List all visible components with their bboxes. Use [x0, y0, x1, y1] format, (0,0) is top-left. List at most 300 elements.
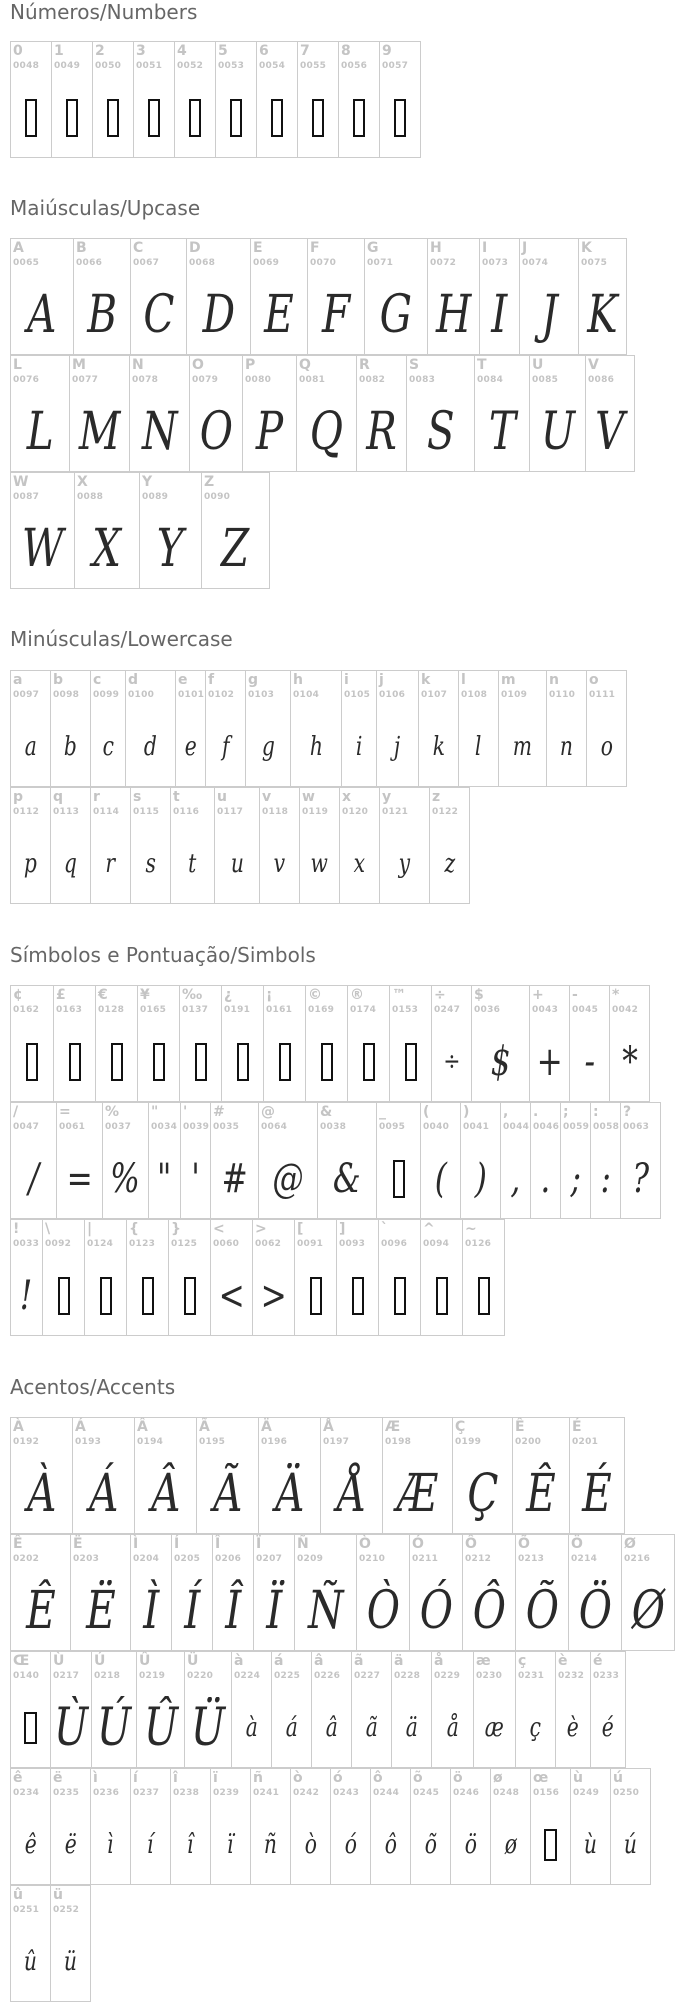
- glyph-sample: æ: [484, 1712, 505, 1743]
- glyph-character-label: ': [183, 1104, 188, 1120]
- glyph-code-label: 0233: [593, 1671, 620, 1681]
- glyph-sample: P: [255, 401, 284, 462]
- glyph-preview: [430, 824, 469, 903]
- glyph-preview: [51, 1688, 91, 1767]
- glyph-cell: [555, 1651, 591, 1768]
- glyph-code-label: 0054: [259, 61, 286, 71]
- glyph-preview: [51, 824, 90, 903]
- glyph-preview: [337, 1256, 378, 1335]
- glyph-character-label: Å: [323, 1419, 334, 1435]
- glyph-code-label: 0044: [503, 1122, 530, 1132]
- glyph-character-label: V: [588, 357, 599, 373]
- glyph-preview: [516, 1571, 568, 1650]
- glyph-sample: À: [26, 1463, 57, 1524]
- glyph-cell: [245, 670, 291, 787]
- glyph-character-label: h: [293, 672, 303, 688]
- glyph-preview: [11, 1688, 50, 1767]
- glyph-code-label: 0080: [245, 375, 272, 385]
- glyph-code-label: 0092: [45, 1239, 72, 1249]
- glyph-preview: [474, 1688, 515, 1767]
- glyph-character-label: Ã: [199, 1419, 210, 1435]
- glyph-sample: v: [273, 848, 286, 879]
- glyph-preview: [202, 509, 269, 588]
- glyph-character-label: #: [213, 1104, 225, 1120]
- glyph-cell: [136, 1651, 185, 1768]
- glyph-sample: ": [157, 1155, 172, 1202]
- glyph-sample: d: [144, 731, 157, 762]
- glyph-character-label: y: [382, 789, 392, 805]
- glyph-cell: [515, 1651, 556, 1768]
- glyph-row: [10, 1885, 90, 2002]
- glyph-sample: Ê: [526, 1463, 556, 1524]
- glyph-character-label: ò: [293, 1770, 303, 1786]
- glyph-character-label: ë: [53, 1770, 63, 1786]
- missing-glyph-box-icon: [111, 1043, 123, 1081]
- glyph-code-label: 0228: [394, 1671, 421, 1681]
- glyph-cell: [170, 787, 215, 904]
- glyph-cell: [379, 41, 421, 158]
- glyph-code-label: 0227: [354, 1671, 381, 1681]
- missing-glyph-box-icon: [230, 99, 242, 137]
- glyph-character-label: á: [274, 1653, 284, 1669]
- glyph-cell: [253, 1534, 295, 1651]
- glyph-character-label: X: [77, 474, 88, 490]
- glyph-code-label: 0249: [573, 1788, 600, 1798]
- glyph-character-label: 4: [177, 43, 187, 59]
- glyph-sample: Ã: [212, 1463, 243, 1524]
- glyph-cell: [336, 1219, 379, 1336]
- glyph-cell: [51, 41, 93, 158]
- glyph-character-label: z: [432, 789, 441, 805]
- glyph-row: [10, 1651, 625, 1768]
- glyph-cell: [382, 1417, 453, 1534]
- glyph-character-label: O: [192, 357, 204, 373]
- missing-glyph-box-icon: [394, 99, 406, 137]
- glyph-cell: [347, 985, 390, 1102]
- glyph-code-label: 0094: [423, 1239, 450, 1249]
- glyph-cell: [10, 1417, 73, 1534]
- glyph-cell: [458, 670, 499, 787]
- glyph-sample: H: [435, 284, 472, 345]
- glyph-code-label: 0220: [187, 1671, 214, 1681]
- glyph-cell: [50, 1768, 91, 1885]
- glyph-preview: [169, 1256, 210, 1335]
- glyph-code-label: 0202: [13, 1554, 40, 1564]
- glyph-preview: [451, 1805, 490, 1884]
- glyph-cell: [519, 238, 579, 355]
- glyph-character-label: ¥: [140, 987, 150, 1003]
- glyph-preview: [127, 1256, 168, 1335]
- glyph-character-label: `: [381, 1221, 388, 1237]
- glyph-cell: [512, 1417, 570, 1534]
- glyph-character-label: Ú: [94, 1653, 106, 1669]
- missing-glyph-box-icon: [189, 99, 201, 137]
- glyph-character-label: ö: [453, 1770, 463, 1786]
- glyph-code-label: 0212: [465, 1554, 492, 1564]
- glyph-preview: [253, 1256, 294, 1335]
- glyph-code-label: 0108: [461, 690, 488, 700]
- glyph-preview: [92, 1688, 136, 1767]
- glyph-code-label: 0122: [432, 807, 459, 817]
- glyph-character-label: ê: [13, 1770, 23, 1786]
- glyph-cell: [338, 41, 380, 158]
- glyph-preview: [134, 78, 174, 157]
- glyph-preview: [461, 1139, 500, 1218]
- glyph-sample: ': [191, 1155, 200, 1202]
- glyph-character-label: /: [13, 1104, 19, 1120]
- glyph-cell: [252, 1219, 295, 1336]
- glyph-code-label: 0201: [572, 1437, 599, 1447]
- glyph-sample: Á: [88, 1463, 119, 1524]
- glyph-row: [10, 238, 626, 355]
- glyph-sample: â: [325, 1712, 338, 1743]
- glyph-sample: j: [394, 731, 401, 762]
- glyph-preview: [11, 1922, 50, 2001]
- glyph-cell: [10, 472, 75, 589]
- glyph-character-label: à: [234, 1653, 244, 1669]
- glyph-character-label: f: [208, 672, 215, 688]
- glyph-preview: [357, 392, 406, 471]
- glyph-cell: [370, 1768, 411, 1885]
- glyph-code-label: 0109: [501, 690, 528, 700]
- glyph-cell: [129, 355, 190, 472]
- glyph-preview: [11, 1454, 72, 1533]
- glyph-character-label: v: [262, 789, 272, 805]
- glyph-preview: [149, 1139, 180, 1218]
- glyph-cell: [10, 1768, 51, 1885]
- glyph-cell: [490, 1768, 531, 1885]
- glyph-row: [10, 670, 626, 787]
- glyph-preview: [611, 1805, 650, 1884]
- glyph-preview: [308, 275, 364, 354]
- missing-glyph-box-icon: [394, 1277, 406, 1315]
- glyph-sample: Â: [150, 1463, 181, 1524]
- glyph-cell: [139, 472, 202, 589]
- glyph-character-label: n: [549, 672, 559, 688]
- glyph-character-label: Â: [137, 1419, 148, 1435]
- glyph-code-label: 0097: [13, 690, 40, 700]
- glyph-sample: Ñ: [307, 1580, 344, 1641]
- glyph-row: [10, 1102, 660, 1219]
- glyph-cell: [130, 1768, 171, 1885]
- glyph-cell: [590, 1651, 626, 1768]
- glyph-preview: [91, 707, 125, 786]
- section-title: Minúsculas/Lowercase: [10, 627, 233, 651]
- glyph-preview: [419, 707, 458, 786]
- glyph-code-label: 0095: [379, 1122, 406, 1132]
- glyph-preview: [246, 707, 290, 786]
- glyph-code-label: 0035: [213, 1122, 240, 1132]
- glyph-character-label: N: [132, 357, 144, 373]
- glyph-preview: [383, 1454, 452, 1533]
- glyph-code-label: 0121: [382, 807, 409, 817]
- glyph-character-label: P: [245, 357, 256, 373]
- glyph-preview: [215, 824, 259, 903]
- glyph-sample: -: [584, 1038, 595, 1085]
- glyph-preview: [11, 275, 73, 354]
- glyph-character-label: 9: [382, 43, 392, 59]
- glyph-code-label: 0039: [183, 1122, 210, 1132]
- missing-glyph-box-icon: [26, 1043, 38, 1081]
- glyph-code-label: 0124: [87, 1239, 114, 1249]
- glyph-code-label: 0043: [532, 1005, 559, 1015]
- glyph-cell: [259, 787, 300, 904]
- glyph-code-label: 0235: [53, 1788, 80, 1798]
- glyph-cell: [294, 1534, 357, 1651]
- glyph-cell: [427, 238, 480, 355]
- glyph-cell: [258, 1417, 321, 1534]
- glyph-cell: [214, 787, 260, 904]
- glyph-code-label: 0236: [93, 1788, 120, 1798]
- glyph-code-label: 0199: [455, 1437, 482, 1447]
- glyph-cell: [180, 1102, 211, 1219]
- glyph-preview: [453, 1454, 512, 1533]
- glyph-code-label: 0197: [323, 1437, 350, 1447]
- glyph-cell: [391, 1651, 432, 1768]
- glyph-code-label: 0061: [59, 1122, 86, 1132]
- glyph-code-label: 0116: [173, 807, 200, 817]
- glyph-code-label: 0241: [253, 1788, 280, 1798]
- glyph-sample: u: [230, 848, 244, 879]
- glyph-cell: [91, 1651, 137, 1768]
- glyph-preview: [579, 275, 626, 354]
- glyph-preview: [421, 1256, 462, 1335]
- glyph-preview: [264, 1022, 305, 1101]
- glyph-cell: [10, 355, 70, 472]
- glyph-code-label: 0137: [182, 1005, 209, 1015]
- glyph-character-label: 7: [300, 43, 310, 59]
- glyph-preview: [390, 1022, 431, 1101]
- glyph-code-label: 0195: [199, 1437, 226, 1447]
- glyph-code-label: 0120: [342, 807, 369, 817]
- glyph-sample: z: [444, 848, 455, 879]
- glyph-preview: [11, 509, 74, 588]
- glyph-preview: [259, 1454, 320, 1533]
- glyph-code-label: 0078: [132, 375, 159, 385]
- glyph-character-label: ó: [333, 1770, 343, 1786]
- glyph-cell: [320, 1417, 383, 1534]
- glyph-cell: [250, 1768, 291, 1885]
- glyph-sample: Ø: [631, 1580, 665, 1641]
- glyph-cell: [50, 1885, 91, 2002]
- glyph-cell: [529, 985, 570, 1102]
- glyph-character-label: A: [13, 240, 24, 256]
- glyph-code-label: 0082: [359, 375, 386, 385]
- glyph-preview: [352, 1688, 391, 1767]
- glyph-character-label: ~: [465, 1221, 477, 1237]
- glyph-character-label: D: [189, 240, 201, 256]
- glyph-sample: Õ: [525, 1580, 559, 1641]
- glyph-sample: x: [353, 848, 366, 879]
- glyph-preview: [211, 1805, 250, 1884]
- glyph-sample: f: [221, 731, 230, 762]
- glyph-code-label: 0037: [105, 1122, 132, 1132]
- glyph-cell: [356, 1534, 410, 1651]
- glyph-cell: [271, 1651, 312, 1768]
- glyph-character-label: <: [213, 1221, 225, 1237]
- glyph-preview: [70, 392, 129, 471]
- glyph-sample: Ù: [53, 1697, 89, 1758]
- glyph-cell: [250, 238, 308, 355]
- glyph-code-label: 0243: [333, 1788, 360, 1798]
- glyph-code-label: 0246: [453, 1788, 480, 1798]
- glyph-code-label: 0036: [474, 1005, 501, 1015]
- glyph-preview: [365, 275, 427, 354]
- glyph-cell: [620, 1102, 661, 1219]
- glyph-preview: [211, 1139, 258, 1218]
- glyph-character-label: ñ: [253, 1770, 263, 1786]
- glyph-cell: [10, 670, 51, 787]
- glyph-preview: [530, 1022, 569, 1101]
- glyph-preview: [272, 1688, 311, 1767]
- glyph-character-label: K: [581, 240, 592, 256]
- glyph-code-label: 0038: [320, 1122, 347, 1132]
- glyph-sample: R: [366, 401, 397, 462]
- glyph-sample: ù: [583, 1829, 598, 1860]
- glyph-sample: Ä: [274, 1463, 305, 1524]
- glyph-character-label: p: [13, 789, 24, 805]
- glyph-sample: .: [540, 1155, 551, 1202]
- glyph-preview: [11, 824, 50, 903]
- glyph-character-label: x: [342, 789, 352, 805]
- glyph-preview: [103, 1139, 148, 1218]
- glyph-cell: [460, 1102, 501, 1219]
- glyph-character-label: |: [87, 1221, 93, 1237]
- glyph-character-label: C: [133, 240, 144, 256]
- glyph-cell: [546, 670, 587, 787]
- glyph-cell: [50, 670, 91, 787]
- glyph-character-label: E: [253, 240, 263, 256]
- glyph-preview: [54, 1022, 95, 1101]
- glyph-code-label: 0126: [465, 1239, 492, 1249]
- glyph-code-label: 0128: [98, 1005, 125, 1015]
- glyph-code-label: 0066: [76, 258, 103, 268]
- glyph-character-label: ": [151, 1104, 159, 1120]
- glyph-sample: Q: [309, 401, 344, 462]
- glyph-character-label: Ü: [187, 1653, 199, 1669]
- glyph-sample: Ç: [466, 1463, 499, 1524]
- glyph-sample: ñ: [263, 1829, 278, 1860]
- missing-glyph-box-icon: [142, 1277, 154, 1315]
- glyph-preview: [379, 1256, 420, 1335]
- section-title: Símbolos e Pontuação/Simbols: [10, 943, 316, 967]
- glyph-character-label: m: [501, 672, 516, 688]
- glyph-sample: !: [20, 1272, 33, 1319]
- glyph-sample: b: [64, 731, 77, 762]
- glyph-sample: Y: [157, 518, 184, 579]
- glyph-preview: [73, 1454, 134, 1533]
- glyph-code-label: 0093: [339, 1239, 366, 1249]
- glyph-preview: [377, 1139, 420, 1218]
- glyph-sample: p: [24, 848, 37, 879]
- glyph-character-label: i: [344, 672, 349, 688]
- glyph-code-label: 0075: [581, 258, 608, 268]
- glyph-cell: [339, 787, 380, 904]
- glyph-cell: [73, 238, 131, 355]
- glyph-preview: [138, 1022, 179, 1101]
- glyph-character-label: Ñ: [297, 1536, 309, 1552]
- glyph-cell: [364, 238, 428, 355]
- glyph-cell: [42, 1219, 85, 1336]
- glyph-preview: [610, 1022, 649, 1101]
- glyph-code-label: 0242: [293, 1788, 320, 1798]
- glyph-cell: [290, 1768, 331, 1885]
- glyph-code-label: 0218: [94, 1671, 121, 1681]
- glyph-preview: [516, 1688, 555, 1767]
- glyph-preview: [51, 1922, 90, 2001]
- glyph-cell: [126, 1219, 169, 1336]
- glyph-cell: [10, 41, 52, 158]
- glyph-sample: ö: [464, 1829, 477, 1860]
- glyph-cell: [294, 1219, 337, 1336]
- glyph-cell: [171, 1534, 213, 1651]
- glyph-code-label: 0117: [217, 807, 244, 817]
- glyph-preview: [586, 392, 634, 471]
- glyph-sample: e: [184, 731, 197, 762]
- glyph-preview: [570, 1454, 624, 1533]
- glyph-preview: [171, 1805, 210, 1884]
- glyph-cell: [450, 1768, 491, 1885]
- glyph-code-label: 0244: [373, 1788, 400, 1798]
- glyph-preview: [321, 1454, 382, 1533]
- glyph-code-label: 0063: [623, 1122, 650, 1132]
- glyph-preview: [295, 1256, 336, 1335]
- glyph-cell: [90, 1768, 131, 1885]
- glyph-sample: g: [261, 731, 275, 762]
- glyph-preview: [251, 1805, 290, 1884]
- glyph-character-label: ã: [354, 1653, 364, 1669]
- glyph-code-label: 0107: [421, 690, 448, 700]
- glyph-character-label: ï: [213, 1770, 218, 1786]
- glyph-cell: [170, 1768, 211, 1885]
- glyph-character-label: q: [53, 789, 64, 805]
- glyph-preview: [591, 1139, 620, 1218]
- glyph-sample: A: [27, 284, 57, 345]
- glyph-character-label: $: [474, 987, 484, 1003]
- glyph-preview: [348, 1022, 389, 1101]
- glyph-character-label: £: [56, 987, 66, 1003]
- glyph-cell: [231, 1651, 272, 1768]
- glyph-sample: Å: [336, 1463, 367, 1524]
- glyph-cell: [317, 1102, 377, 1219]
- glyph-sample: %: [110, 1155, 141, 1202]
- glyph-cell: [10, 1534, 71, 1651]
- glyph-code-label: 0052: [177, 61, 204, 71]
- glyph-code-label: 0091: [297, 1239, 324, 1249]
- glyph-code-label: 0068: [189, 258, 216, 268]
- glyph-sample: é: [601, 1712, 614, 1743]
- glyph-cell: [130, 787, 171, 904]
- glyph-character-label: ô: [373, 1770, 383, 1786]
- glyph-cell: [102, 1102, 149, 1219]
- glyph-cell: [215, 41, 257, 158]
- glyph-preview: [472, 1022, 529, 1101]
- glyph-character-label: [: [297, 1221, 304, 1237]
- glyph-preview: [135, 1454, 196, 1533]
- glyph-cell: [189, 355, 243, 472]
- glyph-preview: [75, 509, 139, 588]
- glyph-cell: [590, 1102, 621, 1219]
- glyph-character-label: Ê: [515, 1419, 525, 1435]
- glyph-sample: /: [28, 1155, 39, 1202]
- glyph-character-label: J: [522, 240, 528, 256]
- glyph-cell: [72, 1417, 135, 1534]
- glyph-cell: [462, 1219, 505, 1336]
- glyph-preview: [91, 824, 130, 903]
- glyph-code-label: 0088: [77, 492, 104, 502]
- glyph-character-label: Ò: [359, 1536, 371, 1552]
- glyph-preview: [300, 824, 339, 903]
